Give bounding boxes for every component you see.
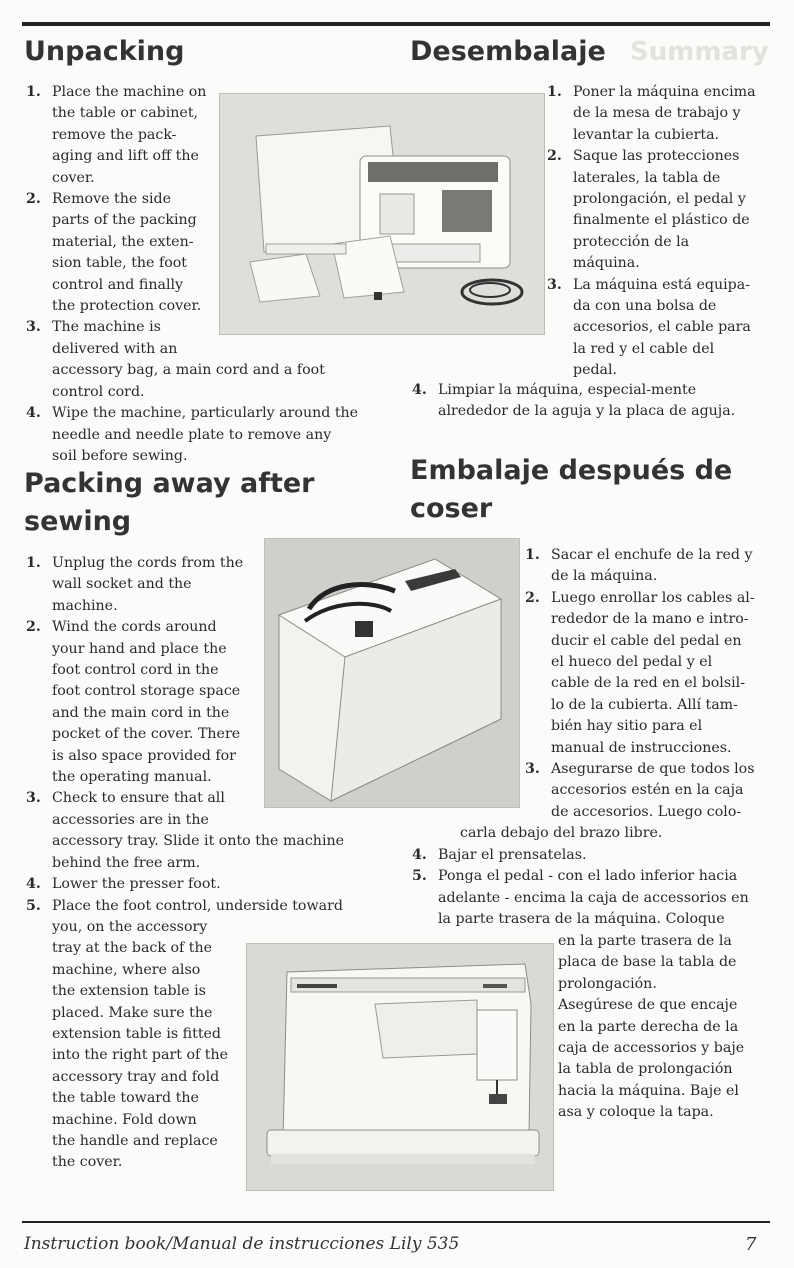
list-item: 2. Luego enrollar los cables al- rededor de la mano e intro- ducir el cable del pedal en el hueco del pedal y el cable de la red en el bolsil- lo de la cubierta. Allí tam- bién hay sitio para el manual de instrucciones. [525, 589, 755, 756]
embalaje-step5-continuation: en la parte trasera de la placa de base la tabla de prolongación. Asegúrese de que encaje en la parte derecha de la caja de accessorios y baje la tabla de prolongación hacia la máquina. Baje el asa y coloque la tapa. [558, 933, 745, 1121]
page-number: 7 [745, 1234, 757, 1255]
desembalaje-steps-bottom [410, 380, 780, 423]
list-item: 4. Limpiar la máquina, especial-mente alrededor de la aguja y la placa de aguja. [412, 382, 736, 420]
packing-heading-line1: Packing away after [24, 468, 315, 499]
list-item: 5. Ponga el pedal - con el lado inferior hacia adelante - encima la caja de accessorios en la parte trasera de la máquina. Coloque [412, 868, 749, 928]
bleed-through-text: Summary [630, 37, 769, 67]
list-item: 4. Bajar el prensatelas. [412, 847, 587, 863]
list-item: 3. La máquina está equipa- da con una bolsa de accesorios, el cable para la red y el cable del pedal. [547, 276, 751, 379]
list-item: 1. Unplug the cords from the wall socket and the machine. [26, 555, 244, 614]
embalaje-steps-lower [410, 845, 780, 931]
list-item: 2. Remove the side parts of the packing material, the exten- sion table, the foot control and finally the protection cover. [26, 191, 202, 315]
packing-heading-line2: sewing [24, 506, 132, 537]
bottom-rule [22, 1221, 770, 1223]
list-item: 5. Place the foot control, underside toward you, on the accessory tray at the back of the machine, where also the extension table is placed. Make sure the extension table is fitted into the right part of the accessory tray and fold the table toward the machine. Fold down the handle and replace the cover. [26, 897, 343, 1171]
sewing-machine-front-illustration [247, 944, 553, 1190]
list-item: 4. Lower the presser foot. [26, 876, 221, 893]
list-item: 2. Saque las protecciones laterales, la tabla de prolongación, el pedal y finalmente el plástico de protección de la máquina. [547, 148, 750, 272]
desembalaje-heading: Desembalaje [410, 36, 606, 67]
embalaje-heading-line1: Embalaje después de [410, 455, 733, 486]
list-item: 3. The machine is delivered with an accessory bag, a main cord and a foot control cord. [26, 319, 325, 400]
top-rule [22, 22, 770, 26]
embalaje-step3-continuation: carla debajo del brazo libre. [460, 825, 663, 841]
list-item: 1. Place the machine on the table or cabinet, remove the pack- aging and lift off the cover. [26, 84, 207, 186]
packing-photo [264, 538, 520, 808]
sewing-machine-unpacked-illustration [220, 94, 544, 334]
covered-machine-illustration [265, 539, 519, 807]
embalaje-steps-right [523, 545, 778, 823]
unpacking-photo [219, 93, 545, 335]
list-item: 2. Wind the cords around your hand and place the foot control cord in the foot control storage space and the main cord in the pocket of the cover. There is also space provided for the operating manual. [26, 619, 241, 786]
footer-title: Instruction book/Manual de instrucciones Lily 535 [24, 1234, 460, 1254]
list-item: 1. Poner la máquina encima de la mesa de trabajo y levantar la cubierta. [547, 84, 756, 143]
unpacking-heading: Unpacking [24, 36, 185, 67]
embalaje-heading-line2: coser [410, 493, 493, 524]
desembalaje-steps-top [545, 82, 775, 382]
list-item: 3. Check to ensure that all accessories are in the accessory tray. Slide it onto the machine behind the free arm. [26, 790, 345, 871]
list-item: 4. Wipe the machine, particularly around the needle and needle plate to remove any soil before sewing. [26, 405, 359, 464]
machine-front-photo [246, 943, 554, 1191]
list-item: 1. Sacar el enchufe de la red y de la máquina. [525, 547, 753, 585]
list-item: 3. Asegurarse de que todos los accesorios estén en la caja de accesorios. Luego colo- [525, 761, 755, 820]
